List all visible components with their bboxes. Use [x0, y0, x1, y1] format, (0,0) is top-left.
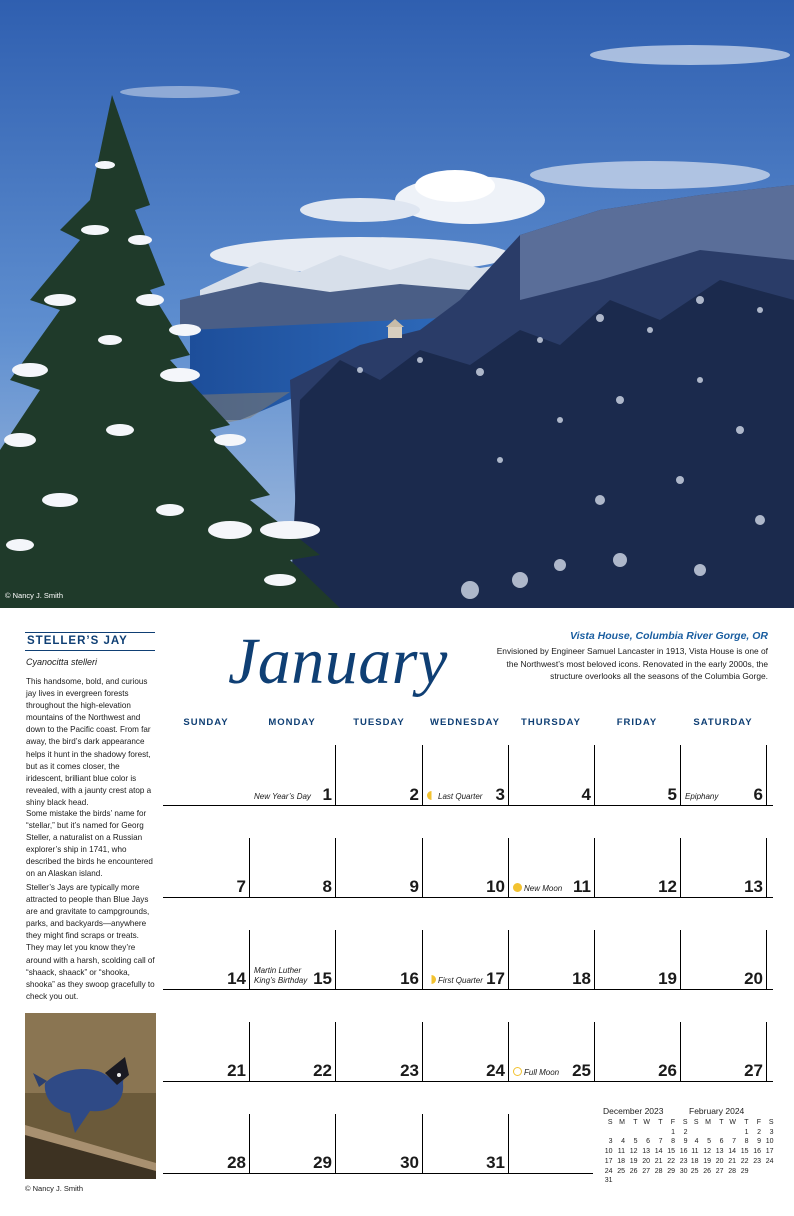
holiday-note-text: Last Quarter [438, 792, 483, 801]
holiday-note-text: New Year’s Day [254, 792, 311, 801]
day-cell[interactable] [422, 745, 508, 805]
stellers-jay-photo [25, 1013, 156, 1179]
holiday-note-text: Epiphany [685, 792, 719, 801]
day-cell[interactable] [594, 745, 680, 805]
mini-weekday: S [682, 1119, 688, 1126]
weekday-header: WEDNESDAY [430, 717, 500, 728]
moon-phase-icon [513, 883, 522, 892]
mini-day: 6 [719, 1138, 724, 1146]
day-divider [766, 1022, 767, 1081]
mini-day: 13 [715, 1148, 724, 1156]
day-cell[interactable] [594, 1022, 680, 1081]
mini-day: 13 [642, 1148, 650, 1156]
day-number: 30 [400, 1153, 419, 1172]
mini-day [616, 1128, 629, 1138]
mini-weekday: S [693, 1119, 699, 1126]
mini-day: 24 [765, 1157, 774, 1165]
mini-calendar-grid [603, 1118, 691, 1186]
mini-day: 20 [715, 1157, 724, 1165]
mini-day: 31 [604, 1177, 613, 1185]
day-cell[interactable] [422, 1114, 508, 1173]
day-number: 28 [227, 1153, 246, 1172]
day-number: 24 [486, 1061, 505, 1080]
day-cell[interactable] [336, 930, 422, 989]
mini-day: 20 [642, 1157, 650, 1165]
day-number: 29 [313, 1153, 332, 1172]
holiday-note [513, 1067, 559, 1078]
mini-day [714, 1128, 727, 1138]
mini-day: 5 [707, 1138, 711, 1146]
day-cell[interactable] [422, 930, 508, 989]
mini-weekday: M [619, 1119, 625, 1126]
mini-day: 4 [694, 1138, 699, 1146]
day-divider [766, 745, 767, 805]
mini-day: 29 [740, 1167, 749, 1175]
mini-day [603, 1128, 616, 1138]
day-number: 20 [744, 969, 763, 988]
day-cell[interactable] [249, 1022, 335, 1081]
mini-day: 14 [728, 1148, 736, 1156]
day-divider [508, 1114, 509, 1173]
day-cell[interactable] [508, 838, 594, 897]
mini-day: 23 [753, 1157, 761, 1165]
day-number: 8 [322, 877, 332, 896]
week-rule [163, 989, 773, 990]
day-number: 15 [313, 969, 332, 988]
mini-day: 27 [642, 1167, 650, 1175]
day-number: 31 [486, 1153, 505, 1172]
mini-weekday: S [607, 1119, 613, 1126]
day-number: 14 [227, 969, 246, 988]
mini-day: 18 [690, 1157, 699, 1165]
mini-calendar [603, 1106, 691, 1186]
mini-day [653, 1128, 666, 1138]
day-number: 18 [572, 969, 591, 988]
mini-weekday: T [744, 1119, 749, 1126]
weekday-header: SATURDAY [693, 717, 753, 728]
day-cell[interactable] [422, 838, 508, 897]
sidebar-title: STELLER’S JAY [25, 632, 155, 651]
mini-day: 8 [744, 1138, 749, 1146]
mini-day: 11 [691, 1148, 699, 1156]
week-rule [163, 1173, 593, 1174]
day-number: 23 [400, 1061, 419, 1080]
mini-day: 7 [732, 1138, 736, 1146]
day-cell[interactable] [249, 838, 335, 897]
mini-day: 19 [703, 1157, 711, 1165]
stellers-jay-illustration [25, 1013, 156, 1179]
weekday-header: THURSDAY [521, 717, 581, 728]
day-cell[interactable] [594, 930, 680, 989]
day-number: 12 [658, 877, 677, 896]
mini-day: 3 [608, 1138, 613, 1146]
moon-phase-icon [427, 975, 436, 984]
mini-day: 27 [715, 1167, 724, 1175]
holiday-note [427, 975, 483, 986]
day-cell[interactable] [680, 1022, 766, 1081]
mini-day: 14 [654, 1148, 663, 1156]
day-number: 4 [581, 785, 591, 804]
day-cell[interactable] [336, 745, 422, 805]
mini-day: 10 [765, 1138, 774, 1146]
mini-weekday: T [658, 1119, 663, 1126]
sidebar-paragraph: Some mistake the birds’ name for “stellar,” but it’s named for Georg Steller, a naturalist on a Russian explorer’s ship in 1741, who described the birds he encountered on an Alaskan island. [26, 809, 153, 879]
day-cell[interactable] [163, 930, 249, 989]
day-number: 5 [667, 785, 677, 804]
mini-day [727, 1128, 740, 1138]
day-cell[interactable] [680, 745, 766, 805]
day-number: 11 [573, 877, 591, 896]
day-number: 19 [658, 969, 677, 988]
photo-credit: © Nancy J. Smith [5, 591, 64, 600]
mini-day: 16 [679, 1148, 688, 1156]
mini-day: 11 [617, 1148, 625, 1156]
photo-caption-text: Envisioned by Engineer Samuel Lancaster in 1913, Vista House is one of the Northwest’s most beloved icons. Renovated in the early 2000s, the structure overlooks all the seasons of the Columbia Gorge. [496, 646, 768, 681]
mini-day: 24 [604, 1167, 613, 1175]
moon-phase-icon [513, 1067, 522, 1076]
mini-day: 5 [633, 1138, 638, 1146]
day-cell[interactable] [680, 930, 766, 989]
mini-day: 10 [604, 1148, 613, 1156]
mini-weekday: S [768, 1119, 774, 1126]
mini-day: 22 [667, 1157, 675, 1165]
mini-day: 16 [753, 1148, 761, 1156]
day-cell[interactable] [163, 1114, 249, 1173]
day-number: 21 [227, 1061, 246, 1080]
day-cell[interactable] [249, 745, 335, 805]
mini-day: 9 [683, 1138, 688, 1146]
week-rule [163, 1081, 773, 1082]
mini-day: 25 [617, 1167, 625, 1175]
sidebar-latin-name: Cyanocitta stelleri [26, 657, 98, 667]
holiday-note-text: Martin Luther King’s Birthday [254, 966, 308, 985]
bird-photo-credit: © Nancy J. Smith [25, 1184, 84, 1193]
day-cell[interactable] [249, 930, 335, 989]
holiday-note-text: First Quarter [438, 976, 483, 985]
day-cell[interactable] [336, 1022, 422, 1081]
mini-weekday: T [719, 1119, 724, 1126]
mini-day [702, 1128, 715, 1138]
day-number: 17 [486, 969, 505, 988]
mini-day: 30 [679, 1167, 688, 1175]
mini-day: 9 [757, 1138, 761, 1146]
mini-day: 17 [765, 1148, 774, 1156]
mini-weekday: F [670, 1119, 675, 1126]
sidebar-paragraph: This handsome, bold, and curious jay lives in evergreen forests throughout the high-elevation mountains of the Northwest and down to the Pacific coast. From far away, the bird’s dark appearance helps it hunt in the shadowy forest, but as it comes closer, the iridescent, brilliant blue color is revealed, with a jaunty crest atop a shiny black head. [26, 677, 152, 807]
day-cell[interactable] [594, 838, 680, 897]
mini-day: 1 [744, 1128, 749, 1136]
day-cell[interactable] [336, 838, 422, 897]
day-cell[interactable] [163, 838, 249, 897]
mini-day: 12 [629, 1148, 638, 1156]
mini-day: 19 [629, 1157, 638, 1165]
day-number: 13 [744, 877, 763, 896]
day-number: 9 [409, 877, 419, 896]
mini-calendar-title: February 2024 [689, 1106, 745, 1116]
day-cell[interactable] [680, 838, 766, 897]
mini-day: 28 [654, 1167, 663, 1175]
holiday-note [254, 966, 314, 986]
holiday-note [427, 791, 482, 802]
mini-day: 15 [667, 1148, 675, 1156]
day-number: 3 [495, 785, 505, 804]
holiday-note [685, 792, 718, 802]
weekday-header: TUESDAY [353, 717, 405, 728]
mini-day: 25 [690, 1167, 699, 1175]
mini-weekday: W [643, 1119, 650, 1126]
day-number: 25 [572, 1061, 591, 1080]
month-title: January [228, 625, 448, 698]
mini-day [641, 1128, 654, 1138]
mini-calendar [689, 1106, 777, 1176]
day-number: 22 [313, 1061, 332, 1080]
day-number: 10 [486, 877, 505, 896]
mini-day: 26 [703, 1167, 711, 1175]
mini-day: 22 [740, 1157, 749, 1165]
sidebar-paragraph: Steller’s Jays are typically more attracted to people than Blue Jays are and gravitate to campgrounds, parks, and backyards—anywhere they might find scraps or treats. They may let you know they’re around with a harsh, scolding call of “shaack, shaack” or “shooka, shooka” as they swoop gracefully to check you out. [26, 883, 155, 1001]
holiday-note [513, 883, 562, 894]
week-rule [163, 805, 773, 806]
mini-day: 6 [646, 1138, 650, 1146]
mini-day: 4 [621, 1138, 625, 1146]
mini-weekday: W [729, 1119, 736, 1126]
moon-phase-icon [427, 791, 436, 800]
mini-day: 26 [629, 1167, 638, 1175]
weekday-header: SUNDAY [183, 717, 229, 728]
mini-day [628, 1128, 641, 1138]
mini-day: 1 [671, 1128, 675, 1136]
holiday-note-text: New Moon [524, 884, 563, 893]
mini-weekday: T [633, 1119, 638, 1126]
mini-day: 8 [671, 1138, 675, 1146]
mini-day: 15 [740, 1148, 749, 1156]
day-divider [766, 930, 767, 989]
mini-day: 12 [703, 1148, 711, 1156]
mini-day: 2 [683, 1128, 688, 1136]
weekday-header: MONDAY [268, 717, 316, 728]
photo-caption-title: Vista House, Columbia River Gorge, OR [570, 630, 768, 642]
day-cell[interactable] [508, 745, 594, 805]
day-divider [766, 838, 767, 897]
mini-weekday: M [705, 1119, 711, 1126]
day-cell[interactable] [249, 1114, 335, 1173]
mini-day: 23 [679, 1157, 688, 1165]
mini-weekday: F [756, 1119, 761, 1126]
holiday-note [254, 792, 311, 802]
mini-day: 7 [658, 1138, 663, 1146]
mini-day: 17 [604, 1157, 613, 1165]
day-cell[interactable] [508, 1022, 594, 1081]
day-number: 1 [322, 785, 332, 804]
mini-day: 21 [728, 1157, 736, 1165]
mini-day: 18 [617, 1157, 625, 1165]
weekday-header: FRIDAY [616, 717, 658, 728]
mini-day [689, 1128, 702, 1138]
week-rule [163, 897, 773, 898]
day-cell[interactable] [422, 1022, 508, 1081]
holiday-note-text: Full Moon [524, 1068, 560, 1077]
day-cell[interactable] [336, 1114, 422, 1173]
day-number: 27 [744, 1061, 763, 1080]
day-number: 6 [753, 785, 763, 804]
mini-day: 21 [654, 1157, 663, 1165]
mini-calendar-grid [689, 1118, 777, 1176]
day-number: 26 [658, 1061, 677, 1080]
mini-calendar-title: December 2023 [603, 1106, 664, 1116]
day-cell[interactable] [508, 930, 594, 989]
day-number: 2 [409, 785, 419, 804]
mini-day: 29 [667, 1167, 675, 1175]
mini-day: 3 [769, 1128, 774, 1136]
mini-day: 2 [757, 1128, 761, 1136]
day-cell[interactable] [163, 1022, 249, 1081]
day-number: 16 [400, 969, 419, 988]
mini-day: 28 [728, 1167, 736, 1175]
day-number: 7 [236, 877, 246, 896]
